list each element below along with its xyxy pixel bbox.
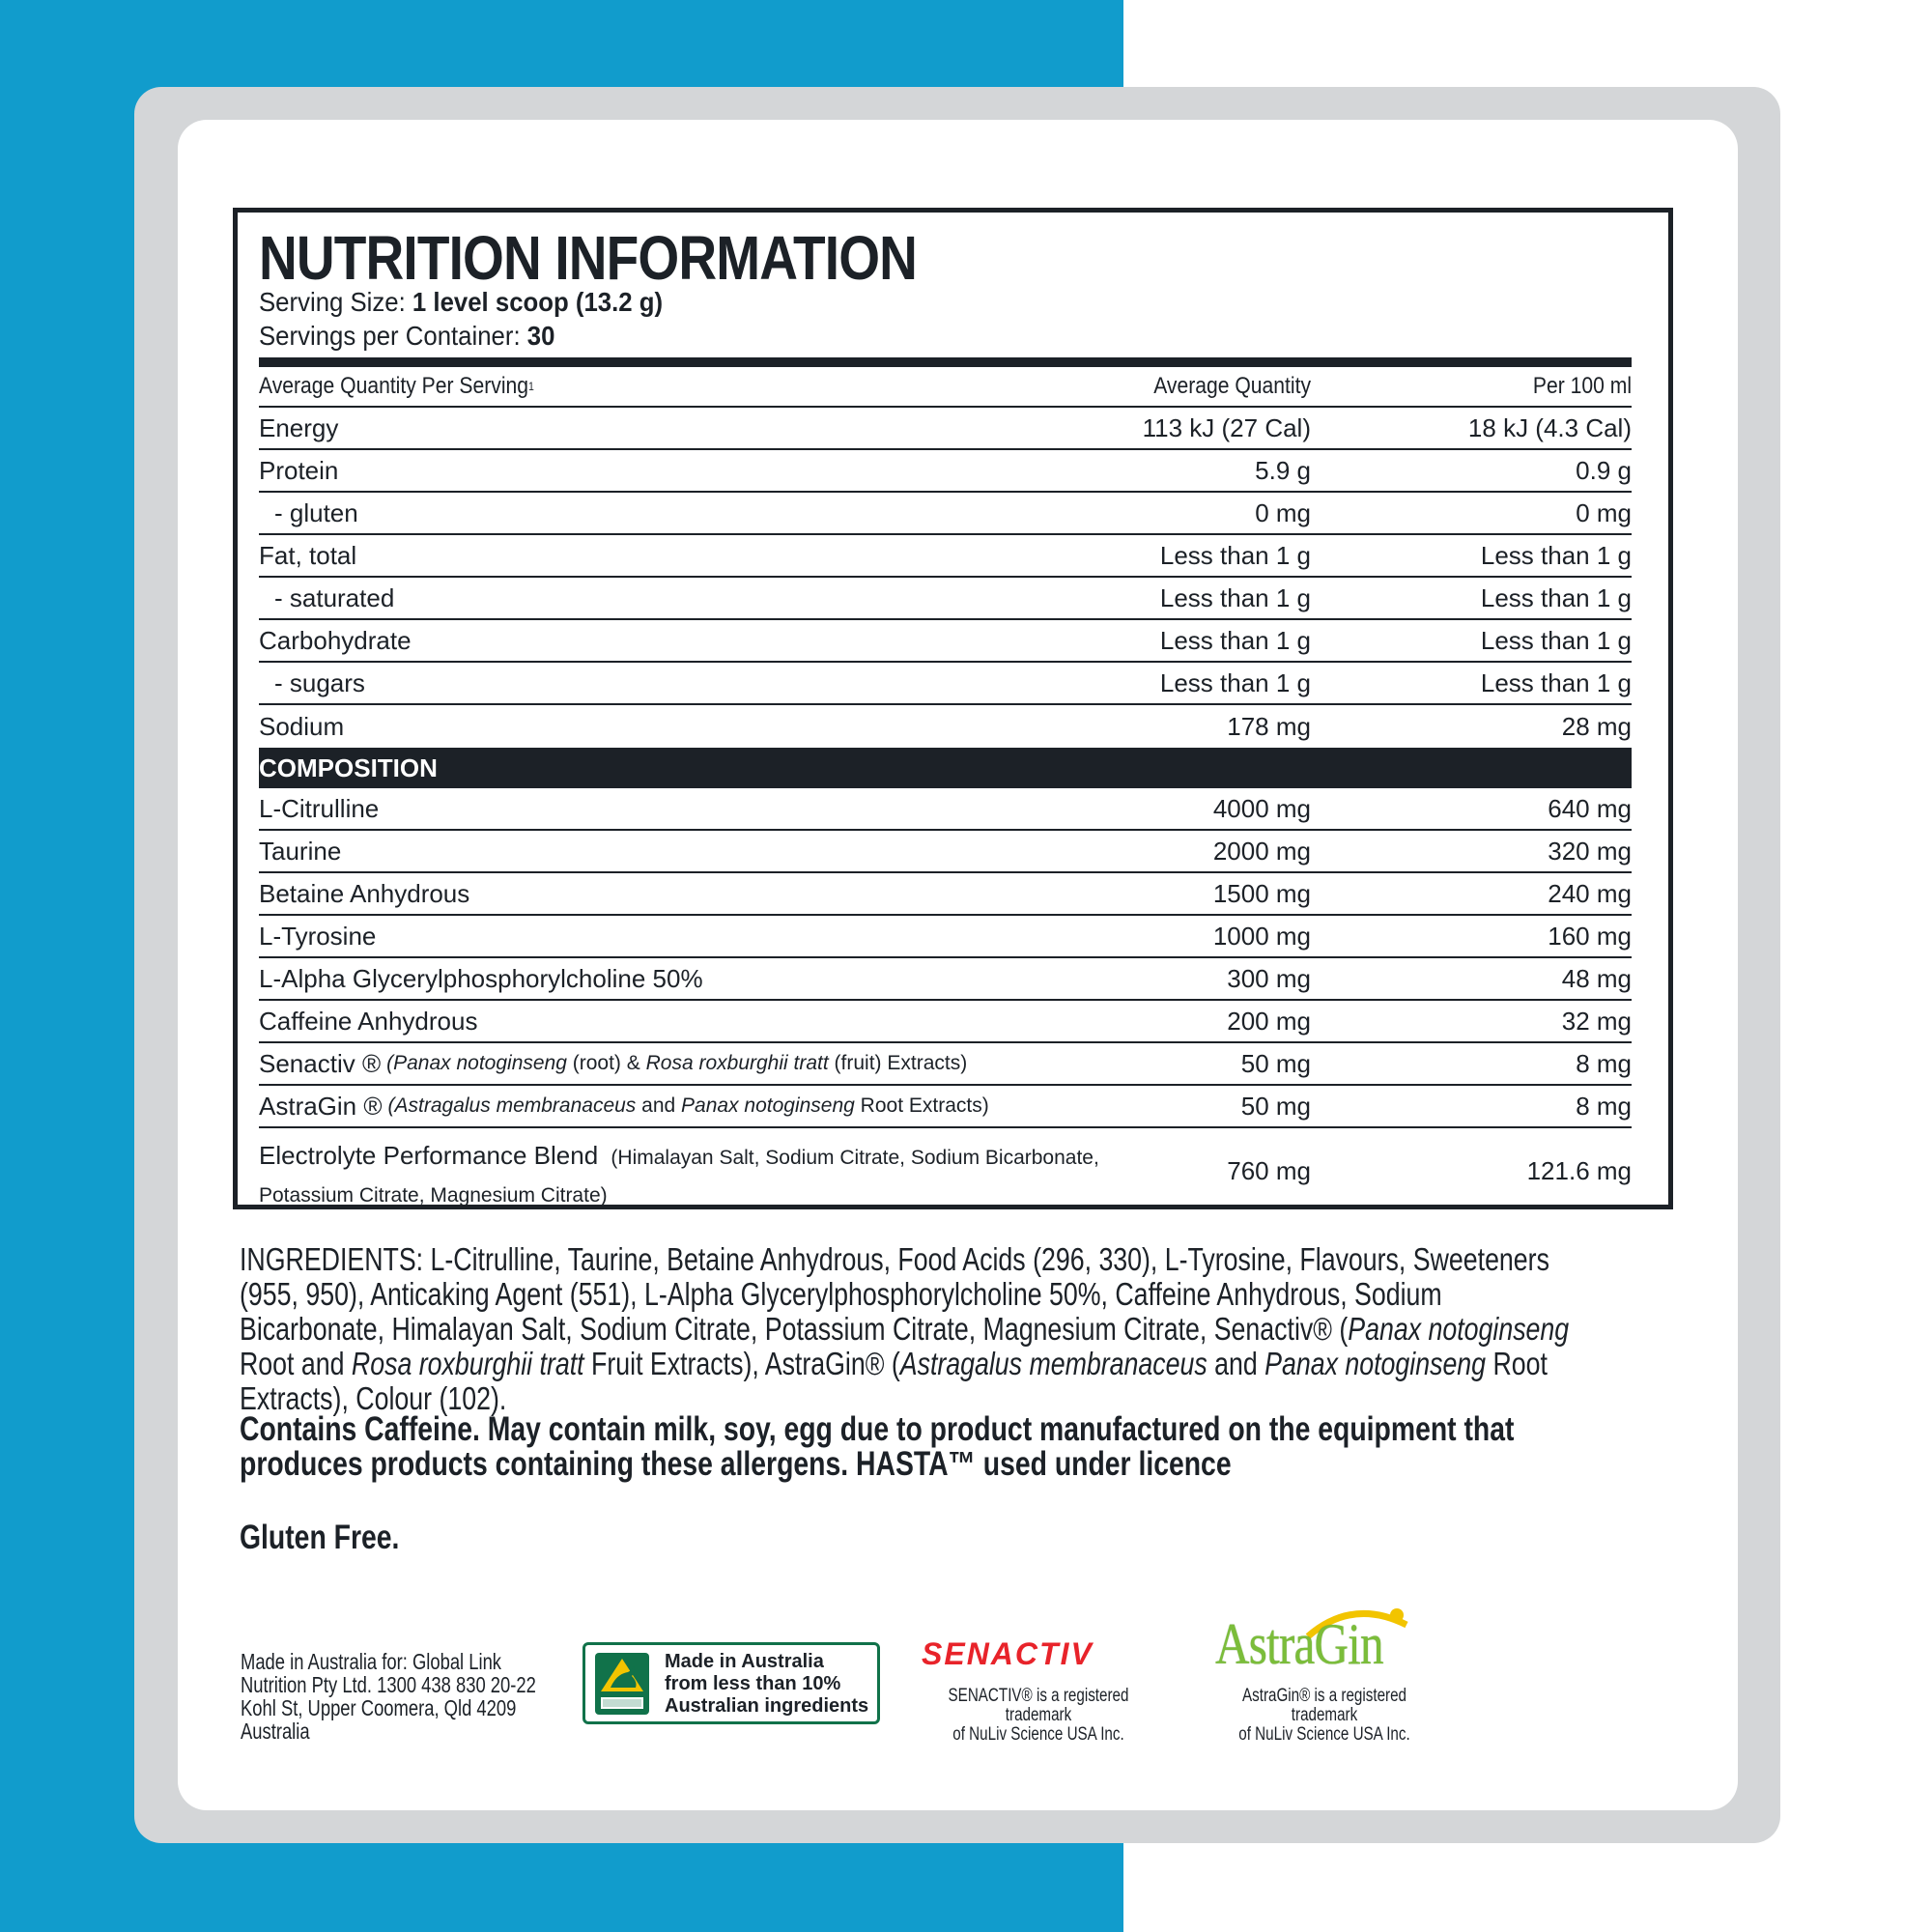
servings-per-container [259, 321, 554, 352]
table-row-astragin: AstraGin ® (Astragalus membranaceus and Panax notoginseng Root Extracts) 50 mg 8 mg [259, 1086, 1632, 1128]
astragin-logo-word: AstraGin [1215, 1612, 1383, 1676]
header-col1: Average Quantity Per Serving 1 [259, 373, 534, 399]
table-row: L-Alpha Glycerylphosphorylcholine 50% 300 mg 48 mg [259, 958, 1632, 1001]
nutrition-table [259, 367, 1632, 1213]
manufacturer-address: Made in Australia for: Global Link Nutrition Pty Ltd. 1300 438 830 20-22 Kohl St, Upper Coomera, Qld 4209 Australia [241, 1649, 536, 1744]
table-row-electrolyte: Electrolyte Performance Blend (Himalayan Salt, Sodium Citrate, Sodium Bicarbonate, Potassium Citrate, Magnesium Citrate) 760 mg 121.6 mg [259, 1141, 1632, 1207]
table-row-senactiv: Senactiv ® (Panax notoginseng (root) & Rosa roxburghii tratt (fruit) Extracts) 50 mg 8 mg [259, 1043, 1632, 1086]
made-in-australia-badge [582, 1642, 880, 1724]
servings-value: 30 [526, 321, 555, 351]
ingredients-text: INGREDIENTS: L-Citrulline, Taurine, Betaine Anhydrous, Food Acids (296, 330), L-Tyrosine, Flavours, Sweeteners (955, 950), Anticaking Agent (551), L-Alpha Glycerylphosphorylcholine 50%, Caffeine Anhydrous, Sodium Bicarbonate, Himalayan Salt, Sodium Citrate, Potassium Citrate, Magnesium Citrate, Senactiv® (Panax notoginseng Root and Rosa roxburghii tratt Fruit Extracts), AstraGin® (Astragalus membranaceus and Panax notoginseng Root Extracts), Colour (102). [240, 1241, 1570, 1416]
allergen-statement: Contains Caffeine. May contain milk, soy, egg due to product manufactured on the equipment that produces products containing these allergens. HASTA™ used under licence [240, 1410, 1515, 1483]
header-col2: Average Quantity [1153, 373, 1311, 399]
table-row: Fat, total Less than 1 g Less than 1 g [259, 535, 1632, 578]
table-row: - sugars Less than 1 g Less than 1 g [259, 663, 1632, 705]
senactiv-trademark-note: SENACTIV® is a registered trademark of NuLiv Science USA Inc. [948, 1686, 1129, 1745]
table-row: Energy 113 kJ (27 Cal) 18 kJ (4.3 Cal) [259, 408, 1632, 450]
table-row: Taurine 2000 mg 320 mg [259, 831, 1632, 873]
table-row: Carbohydrate Less than 1 g Less than 1 g [259, 620, 1632, 663]
astragin-logo [1215, 1604, 1428, 1681]
table-header [259, 367, 1632, 408]
senactiv-logo: SENACTIV [922, 1636, 1094, 1671]
serving-size-label: Serving Size: [259, 287, 406, 317]
kangaroo-triangle-icon [595, 1653, 649, 1715]
thick-divider [259, 357, 1632, 367]
servings-label: Servings per Container: [259, 321, 521, 351]
table-row: - saturated Less than 1 g Less than 1 g [259, 578, 1632, 620]
table-row: L-Tyrosine 1000 mg 160 mg [259, 916, 1632, 958]
panel-title: NUTRITION INFORMATION [259, 223, 918, 293]
astragin-trademark-note: AstraGin® is a registered trademark of NuLiv Science USA Inc. [1238, 1686, 1410, 1745]
nutrition-panel [233, 208, 1673, 1209]
header-col3: Per 100 ml [1532, 373, 1632, 399]
aus-badge-text: Made in Australia from less than 10% Australian ingredients [665, 1651, 869, 1717]
serving-size-value: 1 level scoop (13.2 g) [412, 287, 664, 317]
table-row: Sodium 178 mg 28 mg [259, 711, 1632, 741]
table-row: L-Citrulline 4000 mg 640 mg [259, 788, 1632, 831]
table-row: - gluten 0 mg 0 mg [259, 493, 1632, 535]
table-row: Betaine Anhydrous 1500 mg 240 mg [259, 873, 1632, 916]
table-row: Caffeine Anhydrous 200 mg 32 mg [259, 1001, 1632, 1043]
serving-size [259, 287, 663, 318]
gluten-free-statement: Gluten Free. [240, 1519, 400, 1556]
composition-header: COMPOSITION [259, 748, 1632, 788]
table-row: Protein 5.9 g 0.9 g [259, 450, 1632, 493]
